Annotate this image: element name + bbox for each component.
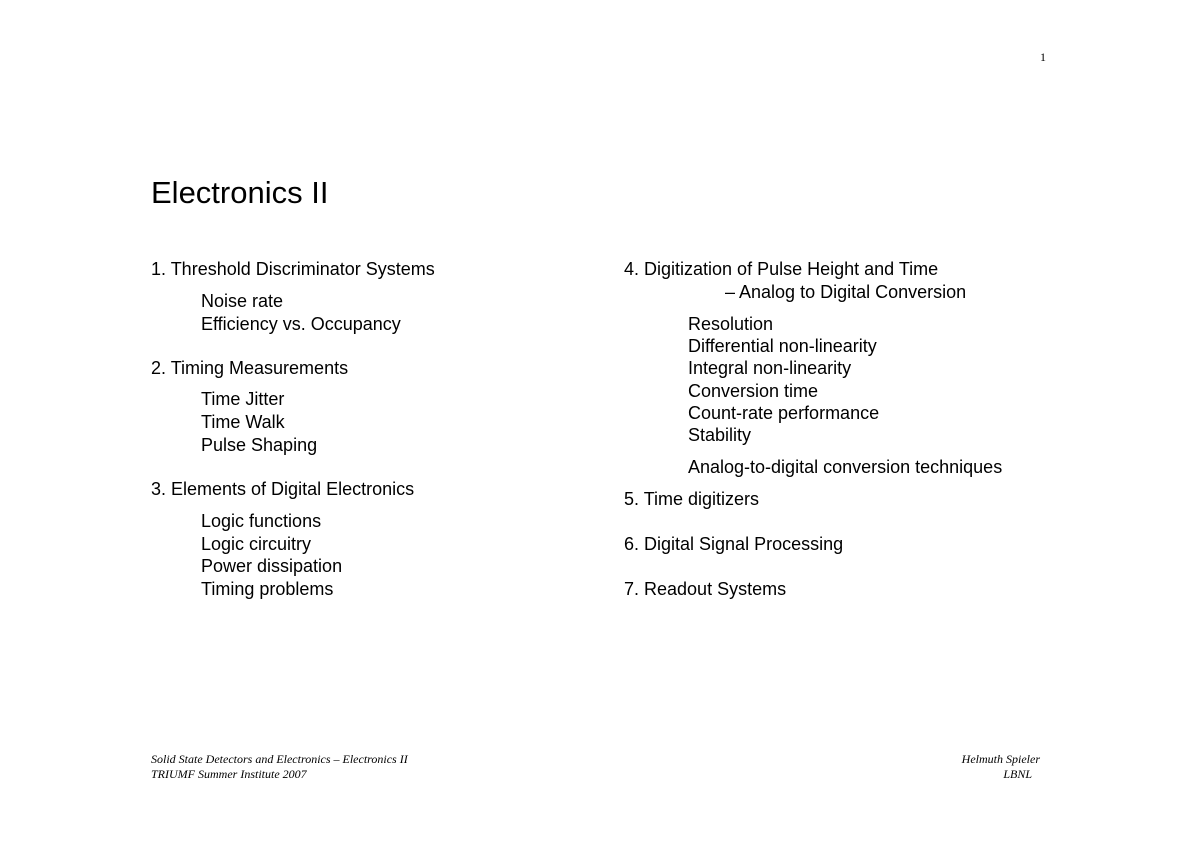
page-title: Electronics II — [151, 175, 329, 210]
section-2-item: Pulse Shaping — [201, 435, 318, 455]
section-4-item: Resolution — [688, 314, 774, 334]
section-1-item: Noise rate — [201, 291, 284, 311]
section-4-item: Integral non-linearity — [688, 358, 852, 378]
section-3-item: Power dissipation — [201, 556, 343, 576]
section-4-heading: 4. Digitization of Pulse Height and Time — [624, 259, 939, 279]
footer-left-line-2: TRIUMF Summer Institute 2007 — [151, 767, 307, 781]
section-3-item: Logic circuitry — [201, 534, 312, 554]
footer-left-line-1: Solid State Detectors and Electronics – Electronics II — [151, 752, 408, 766]
section-5-heading: 5. Time digitizers — [624, 489, 760, 509]
section-4-subheading: – Analog to Digital Conversion — [725, 282, 967, 302]
section-1-item: Efficiency vs. Occupancy — [201, 314, 401, 334]
section-3-item: Logic functions — [201, 511, 322, 531]
section-2-item: Time Jitter — [201, 389, 285, 409]
section-4-item: Conversion time — [688, 381, 819, 401]
section-4-item: Differential non-linearity — [688, 336, 877, 356]
section-2-heading: 2. Timing Measurements — [151, 358, 349, 378]
section-4-item: Stability — [688, 425, 752, 445]
section-4-extra: Analog-to-digital conversion techniques — [688, 457, 1003, 477]
section-6-heading: 6. Digital Signal Processing — [624, 534, 844, 554]
section-2-item: Time Walk — [201, 412, 285, 432]
section-7-heading: 7. Readout Systems — [624, 579, 787, 599]
section-4-item: Count-rate performance — [688, 403, 880, 423]
section-3-heading: 3. Elements of Digital Electronics — [151, 479, 415, 499]
footer-right-line-2: LBNL — [1003, 767, 1032, 781]
section-1-heading: 1. Threshold Discriminator Systems — [151, 259, 435, 279]
section-3-item: Timing problems — [201, 579, 334, 599]
footer-right-line-1: Helmuth Spieler — [961, 752, 1040, 766]
page-number: 1 — [1040, 50, 1046, 64]
